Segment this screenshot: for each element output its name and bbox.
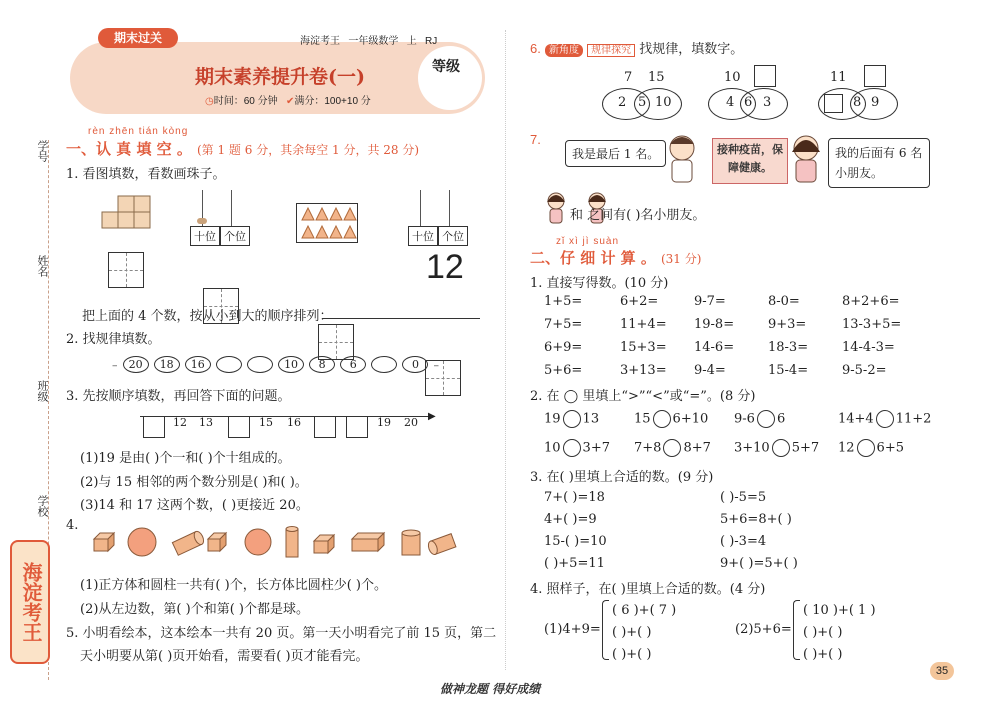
abacus-rod (231, 190, 232, 230)
abacus-2 (408, 188, 468, 243)
compare-circle[interactable] (563, 439, 581, 457)
number-line-blank[interactable] (143, 416, 165, 438)
abacus-bead (197, 218, 207, 224)
compare-circle[interactable] (876, 410, 894, 428)
venn-number: 3 (763, 95, 772, 110)
equation-item[interactable]: 3+13= (620, 363, 667, 378)
seq-oval: 16 (185, 356, 211, 373)
equation-item[interactable]: 9-4= (694, 363, 726, 378)
page-title: 期末素养提升卷(一) (195, 66, 365, 88)
abacus-rod (420, 190, 421, 230)
compare-circle[interactable] (772, 439, 790, 457)
fill-blank-item[interactable]: 4+( )=9 (544, 512, 597, 527)
compare-circle[interactable] (563, 410, 581, 428)
q6-heading: 6. 新角度 规律探究 找规律，填数字。 (530, 41, 744, 57)
section1-points: (第 1 题 6 分，其余每空 1 分，共 28 分) (196, 143, 420, 157)
venn-number: 9 (871, 95, 880, 110)
section2-heading (530, 247, 701, 268)
grade-subject: 一年级数学 (348, 36, 399, 47)
tens-label: 十位 (190, 226, 220, 246)
fill-blank-item[interactable]: ( )-5=5 (720, 490, 767, 505)
seq-oval-blank[interactable] (247, 356, 273, 373)
number-line-blank[interactable] (346, 416, 368, 438)
compare-right: 3+7 (582, 440, 610, 456)
venn-group-1 (602, 68, 682, 128)
compare-item (544, 410, 599, 428)
seq-oval: 20 (123, 356, 149, 373)
section1-heading (66, 138, 419, 159)
compare-item (634, 439, 711, 457)
compare-item (734, 439, 819, 457)
clock-icon: ◷ (205, 96, 214, 107)
q3-part1: (1)19 是由( )个一和( )个十组成的。 (80, 451, 291, 466)
school-label: 学校 (36, 495, 49, 517)
number-line-blank[interactable] (314, 416, 336, 438)
equation-item[interactable]: 8-0= (768, 294, 800, 309)
series-name: 海淀考王 (300, 36, 340, 47)
class-label: 班级 (36, 380, 49, 402)
ones-label: 个位 (438, 226, 468, 246)
arrow-icon: ▶ (428, 411, 436, 422)
answer-grid-box[interactable] (108, 252, 144, 288)
equation-item[interactable]: 14-6= (694, 340, 735, 355)
vaccine-sign: 接种疫苗，保障健康。 (712, 138, 788, 184)
abacus-1 (190, 188, 250, 243)
name-label: 姓名 (36, 255, 49, 277)
compare-circle[interactable] (653, 410, 671, 428)
venn-top-number: 10 (724, 70, 741, 85)
s2q1-text: 1. 直接写得数。(10 分) (530, 276, 669, 291)
compare-right: 6 (776, 411, 786, 427)
s2q2-text: 2. 在 ◯ 里填上“>”“<”或“=”。(8 分) (530, 389, 756, 404)
tick-label: 12 (173, 416, 187, 429)
q1-order-text: 把上面的 4 个数，按从小到大的顺序排列： (82, 309, 333, 324)
equation-item[interactable]: 9-7= (694, 294, 726, 309)
section1-title: 一、认 真 填 空 。 (66, 140, 192, 158)
q3-part2: (2)与 15 相邻的两个数分别是( )和( )。 (80, 475, 308, 490)
equation-item[interactable]: 8+2+6= (842, 294, 900, 309)
volume: 上 (406, 36, 417, 47)
final-test-badge: 期末过关 (98, 28, 178, 48)
equation-item[interactable]: 1+5= (544, 294, 583, 309)
compare-circle[interactable] (857, 439, 875, 457)
equation-item[interactable]: 15+3= (620, 340, 667, 355)
time-limit: 时间：60 分钟 (213, 96, 278, 107)
q2-text: 2. 找规律填数。 (66, 332, 161, 347)
compare-left: 15 (634, 411, 651, 427)
compare-circle[interactable] (663, 439, 681, 457)
fill-blank-item[interactable]: ( )+5=11 (544, 556, 605, 571)
section2-title: 二、仔 细 计 算 。 (530, 249, 656, 267)
compare-left: 10 (544, 440, 561, 456)
q3-text: 3. 先按顺序填数，再回答下面的问题。 (66, 389, 291, 404)
ones-label: 个位 (220, 226, 250, 246)
brand-logo: 海淀考王 (10, 540, 50, 664)
compare-right: 6+5 (876, 440, 904, 456)
equation-item[interactable]: 9-5-2= (842, 363, 887, 378)
page-divider (505, 30, 507, 670)
section1-pinyin: rèn zhēn tián kòng (88, 126, 189, 137)
speech-bubble-left: 我是最后 1 名。 (565, 140, 666, 167)
answer-row[interactable]: ( )+( ) (803, 625, 843, 640)
cube-stack-figure (100, 186, 154, 238)
compare-left: 14+4 (838, 411, 874, 427)
compare-left: 3+10 (734, 440, 770, 456)
equation-item[interactable]: 5+6= (544, 363, 583, 378)
new-angle-tag: 新角度 (545, 44, 583, 57)
venn-group-3 (818, 62, 898, 128)
venn-blank-box[interactable] (864, 65, 886, 87)
equation-item[interactable]: 19-8= (694, 317, 735, 332)
example-row: ( 10 )+( 1 ) (803, 603, 876, 618)
compare-left: 7+8 (634, 440, 662, 456)
brace (793, 600, 800, 660)
edition: RJ (425, 36, 438, 47)
compare-right: 8+7 (683, 440, 711, 456)
venn-number: 8 (853, 95, 862, 110)
time-and-score (205, 92, 371, 107)
example-row: ( 6 )+( 7 ) (612, 603, 677, 618)
equation-item[interactable]: 14-4-3= (842, 340, 895, 355)
equation-item[interactable]: 11+4= (620, 317, 667, 332)
q7-number: 7. (530, 132, 541, 147)
tick-label: 16 (287, 416, 301, 429)
equation-item[interactable]: 15-4= (768, 363, 809, 378)
tick-label: 13 (199, 416, 213, 429)
compare-left: 9-6 (734, 411, 755, 427)
fill-blank-item[interactable]: 15-( )=10 (544, 534, 607, 549)
equation-item[interactable]: 13-3+5= (842, 317, 902, 332)
s2q3-text: 3. 在( )里填上合适的数。(9 分) (530, 470, 714, 485)
s2q4-right-expr: (2)5+6= (735, 622, 792, 637)
solids-figure (90, 525, 460, 561)
venn-number: 6 (744, 95, 753, 110)
venn-top-number: 11 (830, 70, 847, 85)
s2q4-left-list (612, 600, 676, 666)
answer-row[interactable]: ( )+( ) (612, 625, 652, 640)
brace (602, 600, 609, 660)
compare-item (634, 410, 708, 428)
tick-label: 19 (377, 416, 391, 429)
full-score: 满分：100+10 分 (294, 96, 371, 107)
compare-left: 12 (838, 440, 855, 456)
tick-label: 20 (404, 416, 418, 429)
seq-oval: 8 (309, 356, 335, 373)
triangles-figure (296, 203, 358, 243)
equation-item[interactable]: 18-3= (768, 340, 809, 355)
equation-item[interactable]: 6+2= (620, 294, 659, 309)
header-meta (300, 32, 437, 47)
q4-number: 4. (66, 518, 79, 533)
grade-label: 等级 (432, 59, 460, 75)
fill-blank-item[interactable]: 7+( )=18 (544, 490, 605, 505)
equation-item[interactable]: 7+5= (544, 317, 583, 332)
q4-part1: (1)正方体和圆柱一共有( )个，长方体比圆柱少( )个。 (80, 578, 387, 593)
venn-blank-box[interactable] (754, 65, 776, 87)
q7-question: 和 之间有( )名小朋友。 (570, 208, 706, 223)
venn-number: 4 (726, 95, 735, 110)
seq-oval: 18 (154, 356, 180, 373)
venn-group-2 (708, 62, 788, 128)
compare-right: 5+7 (791, 440, 820, 456)
compare-item (838, 439, 904, 457)
equation-item[interactable]: 9+3= (768, 317, 807, 332)
seq-oval: 0 (402, 356, 428, 373)
s2q4-right-list (803, 600, 876, 666)
order-answer-line[interactable] (322, 318, 480, 319)
venn-top-number: 7 (624, 70, 633, 85)
check-icon: ✔ (285, 96, 295, 107)
q1-text: 1. 看图填数，看数画珠子。 (66, 167, 226, 182)
q6-text: 找规律，填数字。 (639, 42, 744, 57)
section2-points: (31 分) (660, 252, 702, 266)
q2-sequence: – 20 18 16 10 8 6 0 – (112, 358, 440, 372)
q3-part3: (3)14 和 17 这两个数，( )更接近 20。 (80, 498, 309, 513)
girl-small-icon (543, 190, 569, 226)
girl-figure (786, 132, 826, 188)
compare-item (838, 410, 931, 428)
q4-part2: (2)从左边数，第( )个和第( )个都是球。 (80, 602, 309, 617)
seq-oval: 6 (340, 356, 366, 373)
q5-line2: 天小明要从第( )页开始看，需要看( )页才能看完。 (80, 649, 369, 664)
compare-circle[interactable] (757, 410, 775, 428)
page-number: 35 (930, 662, 954, 680)
seq-oval: 10 (278, 356, 304, 373)
q5-line1: 5. 小明看绘本，这本绘本一共有 20 页。第一天小明看完了前 15 页，第二 (66, 626, 497, 641)
number-line-blank[interactable] (228, 416, 250, 438)
equation-item[interactable]: 6+9= (544, 340, 583, 355)
pattern-tag: 规律探究 (587, 44, 635, 57)
compare-right: 13 (582, 411, 600, 427)
venn-top-number: 15 (648, 70, 665, 85)
venn-blank-box[interactable] (824, 94, 843, 113)
answer-row[interactable]: ( )+( ) (803, 647, 843, 662)
answer-row[interactable]: ( )+( ) (612, 647, 652, 662)
student-number-label: 学号 (36, 140, 49, 162)
abacus-rod (202, 190, 203, 230)
compare-item (734, 410, 785, 428)
footer-slogan: 做神龙题 得好成绩 (440, 682, 541, 696)
seq-oval-blank[interactable] (216, 356, 242, 373)
compare-right: 11+2 (895, 411, 932, 427)
tens-label: 十位 (408, 226, 438, 246)
boy-figure (660, 132, 704, 188)
given-number: 12 (426, 248, 464, 286)
seq-oval-blank[interactable] (371, 356, 397, 373)
venn-number: 10 (655, 95, 672, 110)
s2q4-text: 4. 照样子，在( )里填上合适的数。(4 分) (530, 582, 766, 597)
venn-number: 2 (618, 95, 627, 110)
compare-right: 6+10 (672, 411, 709, 427)
fill-blank-item[interactable]: 9+( )=5+( ) (720, 556, 798, 571)
fill-blank-item[interactable]: 5+6=8+( ) (720, 512, 792, 527)
abacus-rod (449, 190, 450, 230)
tick-label: 15 (259, 416, 273, 429)
speech-bubble-right: 我的后面有 6 名小朋友。 (828, 138, 930, 188)
fill-blank-item[interactable]: ( )-3=4 (720, 534, 767, 549)
compare-left: 19 (544, 411, 561, 427)
s2q4-left-expr: (1)4+9= (544, 622, 601, 637)
section2-pinyin: zǐ xì jì suàn (556, 236, 620, 247)
compare-item (544, 439, 610, 457)
venn-number: 5 (638, 95, 647, 110)
